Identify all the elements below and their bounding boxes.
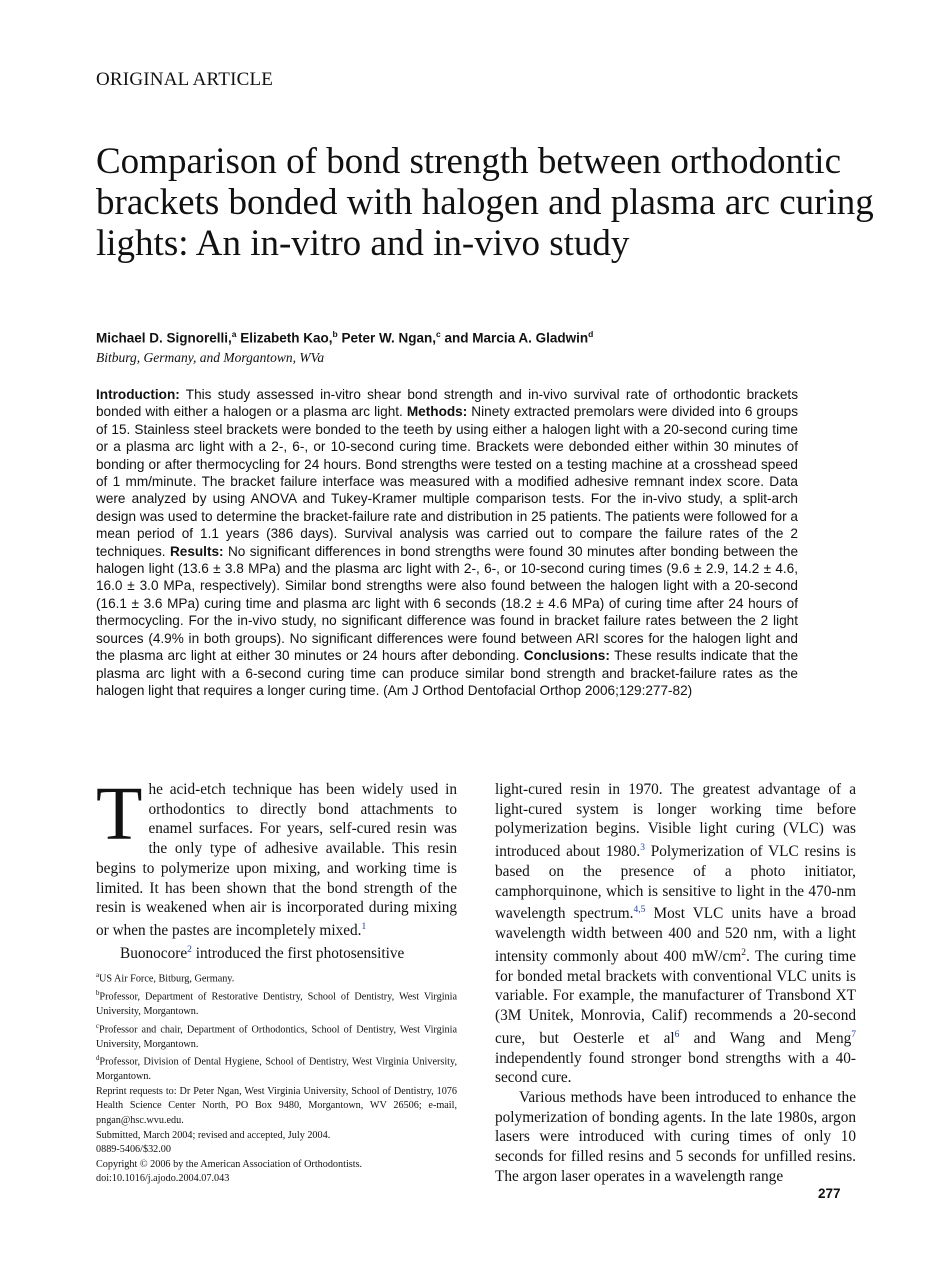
citation-link[interactable]: 1 (361, 921, 367, 932)
body-paragraph (495, 780, 856, 1088)
author-name: Peter W. Ngan, (341, 330, 437, 346)
abstract-results-text: No significant differences in bond strengths were found 30 minutes after bonding between the halogen light (13.6 ± 3.8 MPa) and the plasma arc light with 2-, 6-, or 10-second curing times (9.6 ± 2.9, 14.2 ± 4.6, 16.0 ± 3.0 MPa, respectively). Similar bond strengths were also found between the halogen light with a 20-second (16.1 ± 3.6 MPa) curing time and plasma arc light with 6 seconds (18.2 ± 4.6 MPa) of curing time after 24 hours of thermocycling. For the in-vivo study, no significant difference was found in bracket failure rates between the 2 light sources (4.9% in both groups). No significant differences were found between ARI scores for the halogen light and the plasma arc light at either 30 minutes or 24 hours after debonding. (96, 543, 799, 664)
body-text: Most VLC units have a broad wavelength width between 400 and 520 nm, with a light intensity commonly about 400 mW/cm (495, 905, 856, 965)
citation-link[interactable]: 2 (187, 944, 192, 955)
page-number: 277 (818, 1186, 841, 1201)
body-text: . The curing time for bonded metal brackets with conventional VLC units is variable. For example, the manufacturer of Transbond XT (3M Unitek, Monrovia, Calif) recommends a 20-second cure, but Oesterle et al (495, 947, 856, 1047)
body-paragraph (495, 1088, 856, 1187)
footnote-mark: c (96, 1022, 100, 1030)
footnote (96, 1020, 457, 1053)
citation-link[interactable]: 7 (851, 1029, 856, 1040)
submission-dates (96, 1129, 457, 1144)
abstract-methods-text: Ninety extracted premolars were divided into 6 groups of 15. Stainless steel brackets were bonded to the teeth by using either a halogen light with a 20-second curing time or a plasma arc light with a 2-, 6-, or 10-second curing time. Brackets were debonded either within 30 minutes of bonding or after thermocycling for 24 hours. Bond strengths were tested on a testing machine at a crosshead speed of 1 mm/minute. The bracket failure interface was measured with a modified adhesive remnant index score. Data were analyzed by using ANOVA and Tukey-Kramer multiple comparison tests. For the in-vivo study, a split-arch design was used to determine the bracket-failure rate and distribution in 25 patients. The patients were followed for a mean period of 1.1 years (386 days). Survival analysis was carried out to compare the failure rates of the 2 techniques. (96, 404, 798, 559)
footnote-text: Copyright © 2006 by the American Association of Orthodontists. (96, 1158, 363, 1170)
footnote-text: 0889-5406/$32.00 (96, 1144, 171, 1156)
abstract-intro-text: This study assessed in-vitro shear bond strength and in-vivo survival rate of orthodontic brackets bonded with either a halogen or a plasma arc light. (96, 387, 798, 420)
body-text: Various methods have been introduced to enhance the polymerization of bonding agents. In the late 1980s, argon lasers were introduced with curing times of only 10 seconds for filled resins and 5 seconds for unfilled resins. The argon laser operates in a wavelength range (495, 1088, 856, 1185)
doi[interactable] (96, 1172, 457, 1187)
author-affiliation-mark: d (588, 329, 594, 339)
footnotes (96, 969, 457, 1187)
body-text: light-cured resin in 1970. The greatest advantage of a light-cured system is longer working time before polymerization begins. Visible light curing (VLC) was introduced about 1980. (495, 781, 856, 861)
footnote-text: Submitted, March 2004; revised and accepted, July 2004. (96, 1129, 331, 1141)
author-list (96, 329, 593, 346)
body-column-right (495, 780, 856, 1186)
body-paragraph (96, 941, 457, 964)
body-text: he acid-etch technique has been widely used in orthodontics to directly bond attachments to enamel surfaces. For years, self-cured resin was the only type of adhesive available. This resin begins to polymerize upon mixing, and working time is limited. It has been shown that the bond strength of the resin is weakened when air is incorporated during mixing or when the pastes are incompletely mixed. (96, 781, 457, 940)
issn-price (96, 1143, 457, 1158)
reprint-requests (96, 1085, 457, 1129)
body-paragraph (96, 772, 457, 941)
footnote-mark: b (96, 989, 100, 997)
body-text: independently found stronger bond strengths with a 40-second cure. (495, 1049, 856, 1087)
author-name: and Marcia A. Gladwin (444, 330, 589, 346)
doi-link[interactable]: doi:10.1016/j.ajodo.2004.07.043 (96, 1173, 230, 1185)
citation-link[interactable]: 6 (674, 1029, 680, 1040)
abstract (96, 386, 798, 699)
footnote-text: Professor, Division of Dental Hygiene, School of Dentistry, West Virginia University, Morgantown. (96, 1056, 457, 1083)
author-name: Michael D. Signorelli, (96, 330, 232, 346)
author-location: Bitburg, Germany, and Morgantown, WVa (96, 350, 325, 365)
footnote (96, 987, 457, 1020)
superscript-exponent: 2 (741, 947, 746, 958)
abstract-results-label: Results: (169, 543, 224, 559)
footnote-text: Professor and chair, Department of Orthodontics, School of Dentistry, West Virginia University, Morgantown. (96, 1023, 457, 1050)
footnote-text: Professor, Department of Restorative Dentistry, School of Dentistry, West Virginia University, Morgantown. (96, 991, 457, 1017)
body-text: and Wang and Meng (679, 1029, 852, 1047)
abstract-conclusions-text: These results indicate that the plasma arc light with a 6-second curing time can produce similar bond strength and bracket-failure rates as the halogen light that requires a longer curing time. (Am J Orthod Dentofacial Orthop 2006;129:277-82) (96, 648, 798, 698)
body-text: introduced the first photosensitive (191, 944, 405, 962)
footnote-mark: a (96, 972, 100, 979)
author-affiliation-mark: a (231, 329, 237, 339)
abstract-conclusions-label: Conclusions: (523, 648, 610, 664)
abstract-intro-label: Introduction: (96, 387, 180, 402)
body-text: Polymerization of VLC resins is based on the presence of a photo initiator, camphorquinone, which is sensitive to light in the 470-nm wavelength spectrum. (495, 843, 856, 923)
author-affiliation-mark: b (332, 329, 338, 339)
author-name: Elizabeth Kao, (240, 330, 333, 346)
footnote-mark: d (96, 1055, 100, 1063)
body-text: Buonocore (120, 944, 188, 962)
footnote-text: Reprint requests to: Dr Peter Ngan, West Virginia University, School of Dentistry, 1076 Health Science Center North, PO Box 9480, Morgantown, WV 26506; e-mail, pngan@hsc.wvu.edu. (96, 1085, 457, 1126)
citation-link[interactable]: 3 (640, 843, 645, 854)
copyright (96, 1158, 457, 1173)
drop-cap: T (96, 772, 143, 856)
footnote-text: US Air Force, Bitburg, Germany. (99, 973, 235, 985)
abstract-methods-label: Methods: (406, 404, 468, 420)
body-column-left (96, 772, 457, 964)
footnote (96, 1052, 457, 1085)
footnote (96, 969, 457, 987)
author-affiliation-mark: c (436, 329, 441, 339)
article-title: Comparison of bond strength between orthodontic brackets bonded with halogen and plasma arc curing lights: An in-vitro and in-vivo study (96, 141, 874, 264)
section-label: ORIGINAL ARTICLE (96, 69, 274, 90)
citation-link[interactable]: 4,5 (633, 905, 646, 916)
